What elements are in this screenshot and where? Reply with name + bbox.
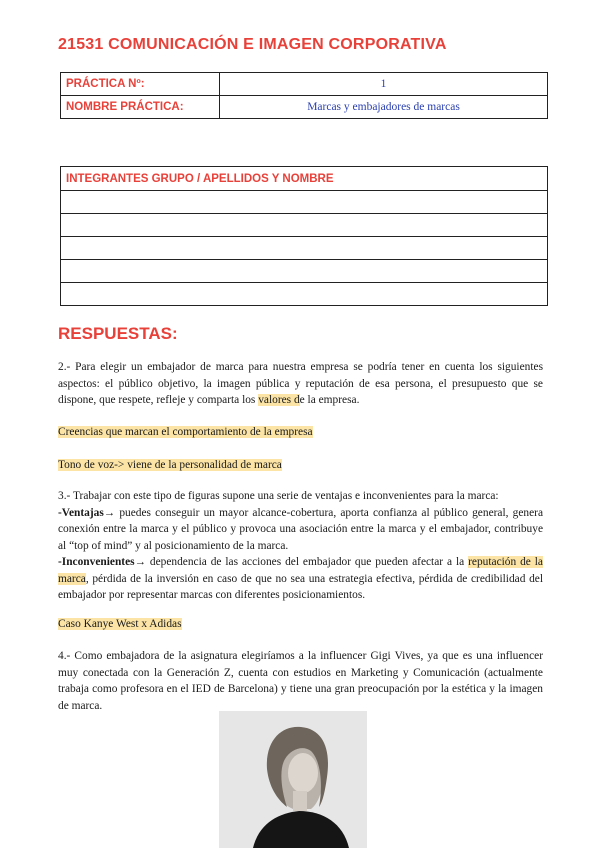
- answer-2-paragraph: [58, 359, 543, 409]
- practice-number-label: PRÁCTICA Nº:: [61, 73, 220, 96]
- answer-3-paragraph: [58, 488, 543, 604]
- answer-2-highlight: valores d: [258, 394, 300, 406]
- answer-3-note: [58, 616, 543, 633]
- tone-note: Tono de voz-> viene de la personalidad de marca: [58, 459, 282, 471]
- practice-info-table: [60, 72, 548, 119]
- table-row: [61, 96, 548, 119]
- table-row: [61, 73, 548, 96]
- practice-number-value: 1: [220, 73, 548, 96]
- practice-name-value: Marcas y embajadores de marcas: [220, 96, 548, 119]
- cons-text: dependencia de las acciones del embajador que pueden afectar a la: [145, 556, 469, 568]
- cons-text-end: , pérdida de la inversión en caso de que no sea una estrategia efectiva, pérdida de credibilidad del embajador por representar marcas con diferentes posicionamientos.: [58, 572, 543, 601]
- cons-highlight: reputación de la marca: [58, 556, 543, 585]
- answer-2-note-values: [58, 424, 543, 441]
- table-row: [61, 167, 548, 191]
- table-row: [61, 214, 548, 237]
- answer-2-text-end: e la empresa.: [299, 394, 360, 406]
- table-row: [61, 283, 548, 306]
- table-row: [61, 260, 548, 283]
- pros-block: [58, 505, 543, 555]
- practice-name-label: NOMBRE PRÁCTICA:: [61, 96, 220, 119]
- pros-text: puedes conseguir un mayor alcance-cobertura, aporta confianza al público general, genera conexión entre la marca y el público y provoca una asociación entre la marca y el embajador, contribuye al “top of mind” y al posicionamiento de la marca.: [58, 506, 543, 552]
- member-cell: [61, 260, 548, 283]
- member-cell: [61, 191, 548, 214]
- member-cell: [61, 283, 548, 306]
- group-members-table: [60, 166, 548, 306]
- member-cell: [61, 214, 548, 237]
- table-row: [61, 191, 548, 214]
- table-row: [61, 237, 548, 260]
- pros-label: -Ventajas→: [58, 506, 116, 519]
- cons-block: [58, 554, 543, 604]
- answer-3-intro: 3.- Trabajar con este tipo de figuras supone una serie de ventajas e inconvenientes para la marca:: [58, 490, 499, 502]
- answer-4-paragraph: 4.- Como embajadora de la asignatura elegiríamos a la influencer Gigi Vives, ya que es una influencer muy conectada con la Generación Z, cuenta con estudios en Marketing y Comunicación (actualmente trabaja como profesora en el IED de Barcelona) y tiene una gran preocupación por la estética y la imagen de marca.: [58, 650, 543, 712]
- answer-2-text: 2.- Para elegir un embajador de marca para nuestra empresa se podría tener en cuenta los siguientes aspectos: el público objetivo, la imagen pública y reputación de esa persona, el presupuesto que se dispone, que respete, refleje y comparta los: [58, 361, 543, 406]
- ambassador-photo: [219, 711, 367, 848]
- case-note: Caso Kanye West x Adidas: [58, 618, 182, 630]
- document-title: 21531 COMUNICACIÓN E IMAGEN CORPORATIVA: [58, 36, 447, 53]
- portrait-illustration: [219, 711, 367, 848]
- answer-2-note-tone: [58, 457, 543, 474]
- values-note: Creencias que marcan el comportamiento de la empresa: [58, 426, 313, 438]
- members-header: INTEGRANTES GRUPO / APELLIDOS Y NOMBRE: [61, 167, 548, 191]
- responses-heading: RESPUESTAS:: [58, 324, 178, 343]
- member-cell: [61, 237, 548, 260]
- cons-label: -Inconvenientes→: [58, 556, 146, 568]
